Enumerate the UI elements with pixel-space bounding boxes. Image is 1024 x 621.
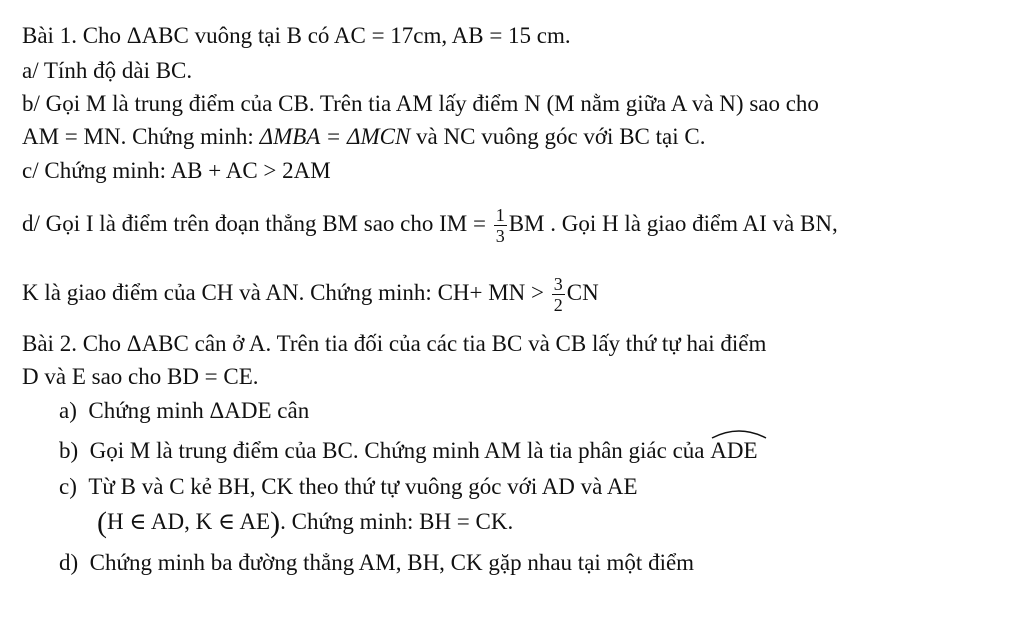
bai2-intro-line1-text: Bài 2. Cho ΔABC cân ở A. Trên tia đối của các tia BC và CB lấy thứ tự hai điểm bbox=[22, 331, 767, 356]
bai2-part-c-label: c) bbox=[59, 474, 77, 499]
open-paren: ( bbox=[97, 506, 107, 539]
bai2-intro-line1 bbox=[22, 330, 766, 358]
bai1-part-d-line2-pre: K là giao điểm của CH và AN. Chứng minh: bbox=[22, 279, 438, 305]
bai2-intro-line2-text: D và E sao cho BD = CE. bbox=[22, 364, 259, 389]
ch-mn-formula-lhs: CH+ MN > bbox=[437, 279, 550, 305]
bai2-part-a bbox=[59, 397, 309, 425]
bai2-part-b-label: b) bbox=[59, 438, 79, 463]
bai2-part-b-text: Gọi M là trung điểm của BC. Chứng minh AM là tia phân giác của bbox=[89, 438, 711, 463]
bai1-part-b-line1 bbox=[22, 90, 819, 118]
bai1-part-d-line1-post: . Gọi H là giao điểm AI và BN, bbox=[544, 210, 838, 236]
inequality-formula: AB + AC > 2AM bbox=[170, 158, 331, 183]
fraction-numerator: 3 bbox=[553, 274, 563, 294]
bai1-intro-text: Bài 1. Cho ΔABC vuông tại B có AC = 17cm, AB = 15 cm. bbox=[22, 23, 571, 48]
bai1-intro bbox=[22, 22, 571, 50]
bai1-part-a-text: a/ Tính độ dài BC. bbox=[22, 58, 193, 83]
angle-arc-icon bbox=[710, 427, 768, 439]
bai1-part-d-line1 bbox=[22, 205, 838, 246]
bai2-part-d bbox=[59, 549, 694, 577]
bai1-part-c-pre: c/ Chứng minh: bbox=[22, 158, 171, 183]
fraction-numerator: 1 bbox=[495, 205, 505, 225]
bai2-part-a-text: Chứng minh ΔADE cân bbox=[88, 398, 310, 423]
fraction-denominator: 3 bbox=[495, 226, 505, 246]
bai2-part-d-label: d) bbox=[59, 550, 79, 575]
membership-formula: H ∈ AD, K ∈ AE bbox=[107, 509, 271, 534]
angle-ade bbox=[710, 437, 757, 465]
fraction-one-third bbox=[494, 205, 507, 246]
fraction-denominator: 2 bbox=[553, 295, 563, 315]
bai1-part-d-line2 bbox=[22, 274, 599, 315]
bai2-part-b bbox=[59, 437, 758, 465]
im-formula-lhs: IM = bbox=[439, 210, 492, 236]
bai2-part-c-line1-text: Từ B và C kẻ BH, CK theo thứ tự vuông góc với AD và AE bbox=[88, 474, 638, 499]
ch-mn-formula-rhs: CN bbox=[566, 279, 599, 305]
bai1-part-c bbox=[22, 157, 331, 185]
close-paren: ) bbox=[270, 506, 281, 539]
bai1-part-b-line2-post: và NC vuông góc với BC tại C. bbox=[410, 124, 706, 149]
angle-ade-label: ADE bbox=[710, 438, 758, 463]
bai1-part-b-line2-pre: AM = MN. Chứng minh: bbox=[22, 124, 260, 149]
fraction-three-halves bbox=[552, 274, 565, 315]
bai2-part-c-line2 bbox=[97, 508, 513, 537]
im-formula-rhs: BM bbox=[508, 210, 545, 236]
bai2-part-c-line1 bbox=[59, 473, 638, 501]
bai1-part-d-line1-pre: d/ Gọi I là điểm trên đoạn thẳng BM sao cho bbox=[22, 210, 440, 236]
bai2-part-c-line2-text: . Chứng minh: BH = CK. bbox=[280, 509, 514, 534]
bai2-intro-line2 bbox=[22, 363, 259, 391]
bai2-part-d-text: Chứng minh ba đường thẳng AM, BH, CK gặp nhau tại một điểm bbox=[89, 550, 695, 575]
congruence-formula: ΔMBA = ΔMCN bbox=[259, 124, 411, 149]
bai1-part-a bbox=[22, 57, 192, 85]
bai1-part-b-line2 bbox=[22, 123, 705, 151]
bai1-part-b-line1-text: b/ Gọi M là trung điểm của CB. Trên tia AM lấy điểm N (M nằm giữa A và N) sao cho bbox=[22, 91, 819, 116]
bai2-part-a-label: a) bbox=[59, 398, 77, 423]
